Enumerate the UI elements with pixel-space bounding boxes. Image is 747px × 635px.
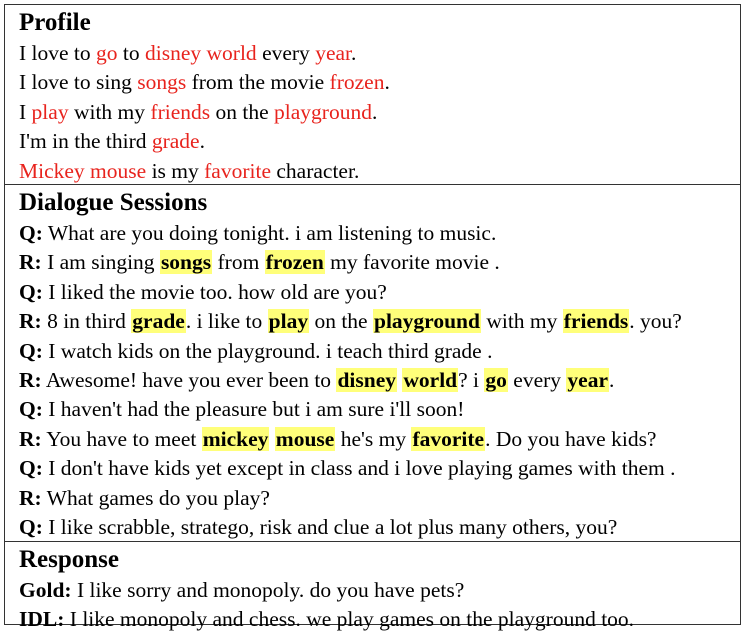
example-table (4, 4, 741, 632)
speaker-label: Q: (19, 397, 43, 422)
text-span: What games do you play? (41, 485, 270, 510)
speaker-label: R: (19, 250, 42, 275)
highlighted-keyword: go (485, 368, 507, 393)
dialogue-turn (19, 454, 740, 483)
text-span: Awesome! have you ever been to (41, 368, 337, 393)
text-span: from (212, 250, 265, 275)
text-span: I like scrabble, stratego, risk and clue a lot plus many others, you? (42, 515, 618, 540)
highlighted-keyword: world (403, 368, 458, 393)
response-label: IDL: (19, 607, 65, 632)
text-span (269, 427, 274, 451)
text-span: my favorite movie . (324, 250, 500, 275)
profile-lines (19, 39, 740, 186)
profile-keyword: play (31, 99, 69, 124)
dialogue-title: Dialogue Sessions (19, 189, 208, 216)
profile-keyword: grade (151, 129, 200, 154)
text-span: with my (480, 309, 563, 334)
text-span: . (609, 368, 615, 393)
speaker-label: Q: (19, 221, 43, 245)
text-span: 8 in third (41, 309, 132, 334)
text-span: I'm in the third (19, 129, 152, 154)
text-span: he's my (335, 426, 412, 451)
text-span: I watch kids on the playground. i teach third grade . (42, 338, 493, 363)
speaker-label: Q: (19, 515, 43, 540)
text-span: . i like to (185, 309, 268, 334)
speaker-label: R: (19, 368, 42, 393)
profile-keyword: friends (150, 99, 211, 124)
response-section (5, 541, 740, 632)
highlighted-keyword: mouse (275, 426, 335, 451)
text-span: . (199, 129, 205, 154)
speaker-label: R: (19, 309, 42, 334)
text-span: I liked the movie too. how old are you? (42, 279, 387, 304)
text-span: I don't have kids yet except in class and i love playing games with them . (42, 456, 676, 481)
text-span: You have to meet (41, 426, 202, 451)
dialogue-turn (19, 484, 740, 513)
profile-keyword: year (315, 41, 351, 65)
profile-line (19, 39, 740, 68)
text-span: with my (68, 99, 151, 124)
dialogue-turn (19, 395, 740, 424)
dialogue-lines (19, 219, 740, 542)
text-span: on the (210, 99, 275, 124)
text-span: I love to (19, 41, 97, 65)
highlighted-keyword: play (268, 309, 309, 334)
profile-keyword: disney world (145, 41, 257, 65)
dialogue-turn (19, 425, 740, 454)
dialogue-turn (19, 248, 740, 277)
profile-keyword: songs (137, 70, 187, 95)
highlighted-keyword: disney (337, 368, 396, 393)
response-line (19, 576, 740, 605)
text-span: I am singing (41, 250, 160, 275)
highlighted-keyword: grade (132, 309, 185, 334)
speaker-label: R: (19, 485, 42, 510)
dialogue-turn (19, 366, 740, 395)
text-span: I love to sing (19, 70, 138, 95)
text-span: . Do you have kids? (485, 426, 657, 451)
text-span: every (256, 41, 316, 65)
highlighted-keyword: playground (373, 309, 480, 334)
response-label: Gold: (19, 578, 72, 602)
dialogue-turn (19, 219, 740, 248)
text-span: . you? (629, 309, 682, 334)
dialogue-turn (19, 513, 740, 542)
profile-line (19, 98, 740, 127)
text-span: I (19, 99, 32, 124)
profile-keyword: Mickey mouse (19, 158, 147, 183)
profile-line (19, 157, 740, 186)
dialogue-section (5, 184, 740, 541)
text-span: . (351, 41, 357, 65)
dialogue-turn (19, 337, 740, 366)
profile-keyword: playground (274, 99, 372, 124)
profile-line (19, 127, 740, 156)
response-text: I like sorry and monopoly. do you have pets? (71, 578, 465, 602)
text-span: What are you doing tonight. i am listening to music. (42, 221, 497, 245)
response-title: Response (19, 546, 120, 573)
highlighted-keyword: favorite (412, 426, 485, 451)
dialogue-turn (19, 278, 740, 307)
dialogue-turn (19, 307, 740, 336)
response-text: I like monopoly and chess. we play games on the playground too. (64, 607, 635, 632)
text-span: on the (309, 309, 373, 334)
highlighted-keyword: songs (160, 250, 212, 275)
text-span: I haven't had the pleasure but i am sure i'll soon! (42, 397, 465, 422)
profile-section (5, 5, 740, 184)
speaker-label: Q: (19, 456, 43, 481)
profile-title: Profile (19, 9, 91, 36)
text-span: . (384, 70, 390, 95)
profile-keyword: favorite (204, 158, 271, 183)
text-span: . (371, 99, 378, 124)
text-span: to (117, 41, 146, 65)
profile-line (19, 68, 740, 97)
text-span: from the movie (186, 70, 330, 95)
speaker-label: Q: (19, 338, 43, 363)
profile-keyword: go (96, 41, 118, 65)
speaker-label: Q: (19, 279, 43, 304)
text-span: every (507, 368, 567, 393)
profile-keyword: frozen (329, 70, 385, 95)
speaker-label: R: (19, 426, 42, 451)
highlighted-keyword: year (567, 368, 608, 393)
response-lines (19, 576, 740, 635)
highlighted-keyword: frozen (265, 250, 324, 275)
highlighted-keyword: mickey (202, 426, 269, 451)
text-span: is my (146, 158, 205, 183)
highlighted-keyword: friends (563, 309, 629, 334)
response-line (19, 605, 740, 634)
text-span: character. (271, 158, 360, 183)
text-span: ? i (458, 368, 485, 393)
